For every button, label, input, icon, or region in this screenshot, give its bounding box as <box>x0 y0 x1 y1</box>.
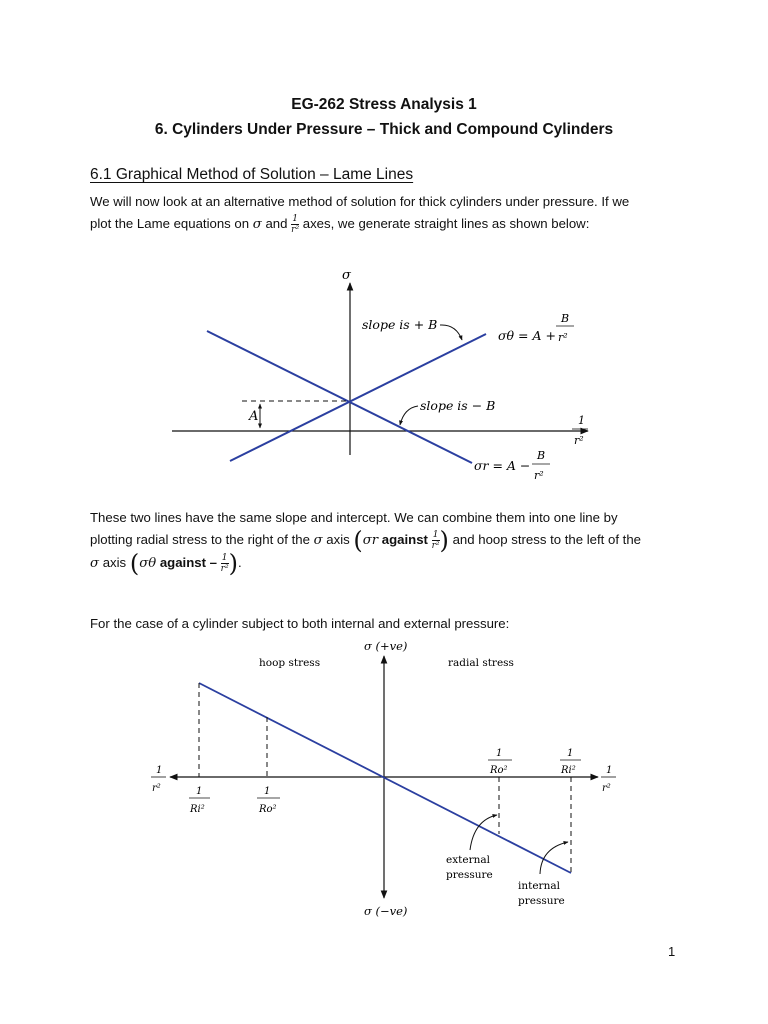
case-text: For the case of a cylinder subject to both internal and external pressure: <box>90 616 510 631</box>
chapter-title: 6. Cylinders Under Pressure – Thick and Compound Cylinders <box>154 121 614 138</box>
section-heading: 6.1 Graphical Method of Solution – Lame Lines <box>90 166 414 183</box>
sigma-symbol: σ <box>313 533 323 548</box>
hoop-eq-num: B <box>561 312 570 325</box>
internal-pressure-line1: internal <box>518 880 560 892</box>
against-label: against <box>381 532 428 547</box>
intercept-label: A <box>249 409 259 424</box>
combined-stress-line <box>199 683 574 873</box>
page-number: 1 <box>668 944 676 959</box>
intro-text-a: plot the Lame equations on <box>90 216 250 231</box>
left-ri-den: Ri² <box>190 804 205 815</box>
y-axis-label: σ <box>342 268 351 283</box>
left-axis-den: r² <box>152 783 161 794</box>
x-axis-label-num: 1 <box>578 414 585 427</box>
combine-line-1: These two lines have the same slope and intercept. We can combine them into one line by <box>90 510 618 525</box>
intro-line-1: We will now look at an alternative method of solution for thick cylinders under pressure. If we <box>90 194 630 209</box>
combined-lame-line-figure <box>151 639 616 918</box>
inverse-r2-fraction: $\frac{1}{\text{r²}}$ <box>220 553 229 575</box>
radial-stress-region-label: radial stress <box>448 657 514 669</box>
right-ro-den: Ro² <box>490 765 508 776</box>
intro-text-b: axes, we generate straight lines as shown below: <box>302 216 590 231</box>
sigma-symbol: σ <box>90 556 100 571</box>
right-ro-num: 1 <box>496 748 503 759</box>
combine-text-axis-2: axis <box>102 555 127 570</box>
right-axis-num: 1 <box>606 765 613 776</box>
right-axis-den: r² <box>602 783 611 794</box>
hoop-stress-region-label: hoop stress <box>259 657 321 669</box>
radial-eq-num: B <box>537 449 546 462</box>
inverse-r2-fraction: $\frac{1}{\text{r²}}$ <box>431 530 440 552</box>
sigma-positive-label: σ (+ve) <box>364 639 408 653</box>
sigma-symbol: σ <box>252 217 262 232</box>
combine-text-axis: axis <box>326 532 350 547</box>
right-ri-num: 1 <box>567 748 574 759</box>
sigma-r-symbol: σr <box>362 533 379 548</box>
hoop-eq-den: r² <box>558 331 568 344</box>
external-pressure-line1: external <box>446 854 490 866</box>
sigma-theta-symbol: σθ <box>139 556 157 571</box>
left-ri-num: 1 <box>196 786 203 797</box>
external-pressure-line2: pressure <box>446 869 493 881</box>
left-ro-num: 1 <box>264 786 271 797</box>
radial-eq-den: r² <box>534 469 544 482</box>
combine-text-c: and hoop stress to the left of the <box>452 532 641 547</box>
radial-stress-line <box>207 331 472 463</box>
left-axis-num: 1 <box>156 765 163 776</box>
slope-positive-label: slope is + B <box>362 317 438 332</box>
combine-paragraph: These two lines have the same slope and intercept. We can combine them into one line by plotting radial stress to the right of the σ axis (σr against $\frac{1}{\text{r²}}$ ) and hoop stress to the left of the σ axis (σθ against – $\frac{1}{\text{r²}}$ ). <box>90 510 641 578</box>
intro-and: and <box>265 216 288 231</box>
sigma-negative-label: σ (−ve) <box>364 904 408 918</box>
lame-lines-figure <box>172 268 588 482</box>
x-axis-label-den: r² <box>574 434 584 447</box>
radial-equation: σr = A − <box>474 458 531 473</box>
right-ri-den: Ri² <box>561 765 576 776</box>
internal-pressure-line2: pressure <box>518 895 565 907</box>
course-title: EG-262 Stress Analysis 1 <box>291 96 477 113</box>
slope-negative-label: slope is − B <box>420 398 496 413</box>
against-minus-label: against – <box>159 555 217 570</box>
left-ro-den: Ro² <box>259 804 277 815</box>
hoop-equation: σθ = A + <box>498 328 556 343</box>
slope-positive-arrow <box>440 325 462 340</box>
slope-negative-arrow <box>400 406 418 425</box>
inverse-r2-fraction: $\frac{1}{\text{r²}}$ <box>291 214 300 236</box>
combine-text-a: plotting radial stress to the right of the <box>90 532 310 547</box>
